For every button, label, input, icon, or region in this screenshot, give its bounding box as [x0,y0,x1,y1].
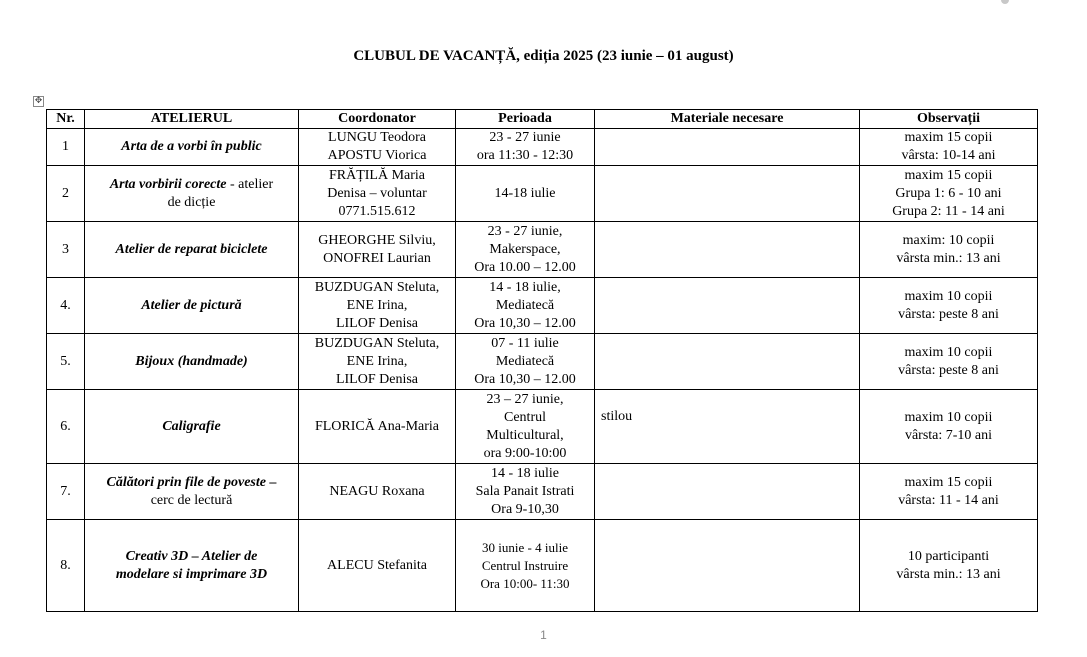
cell-nr: 4. [47,278,85,334]
header-nr: Nr. [47,110,85,129]
cell-observatii: maxim 15 copii Grupa 1: 6 - 10 ani Grupa 2: 11 - 14 ani [860,166,1038,222]
cell-perioada: 30 iunie - 4 iulie Centrul Instruire Ora 10:00- 11:30 [456,520,595,612]
cell-materiale [595,334,860,390]
cell-perioada: 07 - 11 iulie Mediatecă Ora 10,30 – 12.00 [456,334,595,390]
table-row [47,278,1038,334]
cell-nr: 8. [47,520,85,612]
cell-perioada: 23 - 27 iunie, Makerspace, Ora 10.00 – 12.00 [456,222,595,278]
cell-materiale [595,129,860,166]
cell-perioada: 14-18 iulie [456,166,595,222]
header-perioada: Perioada [456,110,595,129]
cell-nr: 3 [47,222,85,278]
cell-coordonator: ALECU Stefanita [299,520,456,612]
cell-coordonator: BUZDUGAN Steluta, ENE Irina, LILOF Denisa [299,334,456,390]
cell-perioada: 14 - 18 iulie Sala Panait Istrati Ora 9-10,30 [456,464,595,520]
header-observatii: Observații [860,110,1038,129]
cell-observatii: maxim 15 copii vârsta: 11 - 14 ani [860,464,1038,520]
cell-coordonator: GHEORGHE Silviu, ONOFREI Laurian [299,222,456,278]
table-row [47,464,1038,520]
header-atelier: ATELIERUL [85,110,299,129]
cell-nr: 1 [47,129,85,166]
cell-materiale [595,278,860,334]
cell-materiale [595,464,860,520]
header-coordonator: Coordonator [299,110,456,129]
cell-atelier: Arta de a vorbi în public [85,129,299,166]
document-title: CLUBUL DE VACANȚĂ, ediția 2025 (23 iunie – 01 august) [353,48,734,64]
cell-materiale [595,222,860,278]
cell-observatii: maxim 10 copii vârsta: peste 8 ani [860,334,1038,390]
cell-observatii: maxim 10 copii vârsta: peste 8 ani [860,278,1038,334]
cell-atelier: Atelier de reparat biciclete [85,222,299,278]
cell-atelier: Creativ 3D – Atelier de modelare si imprimare 3D [85,520,299,612]
cell-nr: 2 [47,166,85,222]
cell-atelier: Arta vorbirii corecte - atelier de dicție [85,166,299,222]
cell-observatii: maxim 10 copii vârsta: 7-10 ani [860,390,1038,464]
header-materiale: Materiale necesare [595,110,860,129]
cell-coordonator: LUNGU Teodora APOSTU Viorica [299,129,456,166]
cell-coordonator: BUZDUGAN Steluta, ENE Irina, LILOF Denisa [299,278,456,334]
cell-atelier: Caligrafie [85,390,299,464]
cell-perioada: 14 - 18 iulie, Mediatecă Ora 10,30 – 12.00 [456,278,595,334]
cell-observatii: maxim 15 copii vârsta: 10-14 ani [860,129,1038,166]
table-row [47,129,1038,166]
cell-atelier: Călători prin file de poveste – cerc de lectură [85,464,299,520]
cell-coordonator: FRĂȚILĂ Maria Denisa – voluntar 0771.515.612 [299,166,456,222]
table-row [47,222,1038,278]
cell-nr: 7. [47,464,85,520]
cell-coordonator: NEAGU Roxana [299,464,456,520]
cell-materiale: stilou [595,390,860,464]
cell-atelier: Bijoux (handmade) [85,334,299,390]
cell-nr: 5. [47,334,85,390]
cell-atelier: Atelier de pictură [85,278,299,334]
page-corner-marker [1001,0,1009,4]
cell-materiale [595,166,860,222]
table-row [47,166,1038,222]
workshops-table [46,109,1038,612]
cell-perioada: 23 - 27 iunie ora 11:30 - 12:30 [456,129,595,166]
table-header-row [47,110,1038,129]
cell-observatii: maxim: 10 copii vârsta min.: 13 ani [860,222,1038,278]
cell-observatii: 10 participanti vârsta min.: 13 ani [860,520,1038,612]
table-row [47,334,1038,390]
cell-perioada: 23 – 27 iunie, Centrul Multicultural, ora 9:00-10:00 [456,390,595,464]
table-move-handle-icon[interactable]: ✥ [34,96,43,106]
table-row [47,390,1038,464]
page-number: 1 [540,628,547,642]
cell-nr: 6. [47,390,85,464]
cell-coordonator: FLORICĂ Ana-Maria [299,390,456,464]
table-row [47,520,1038,612]
cell-materiale [595,520,860,612]
